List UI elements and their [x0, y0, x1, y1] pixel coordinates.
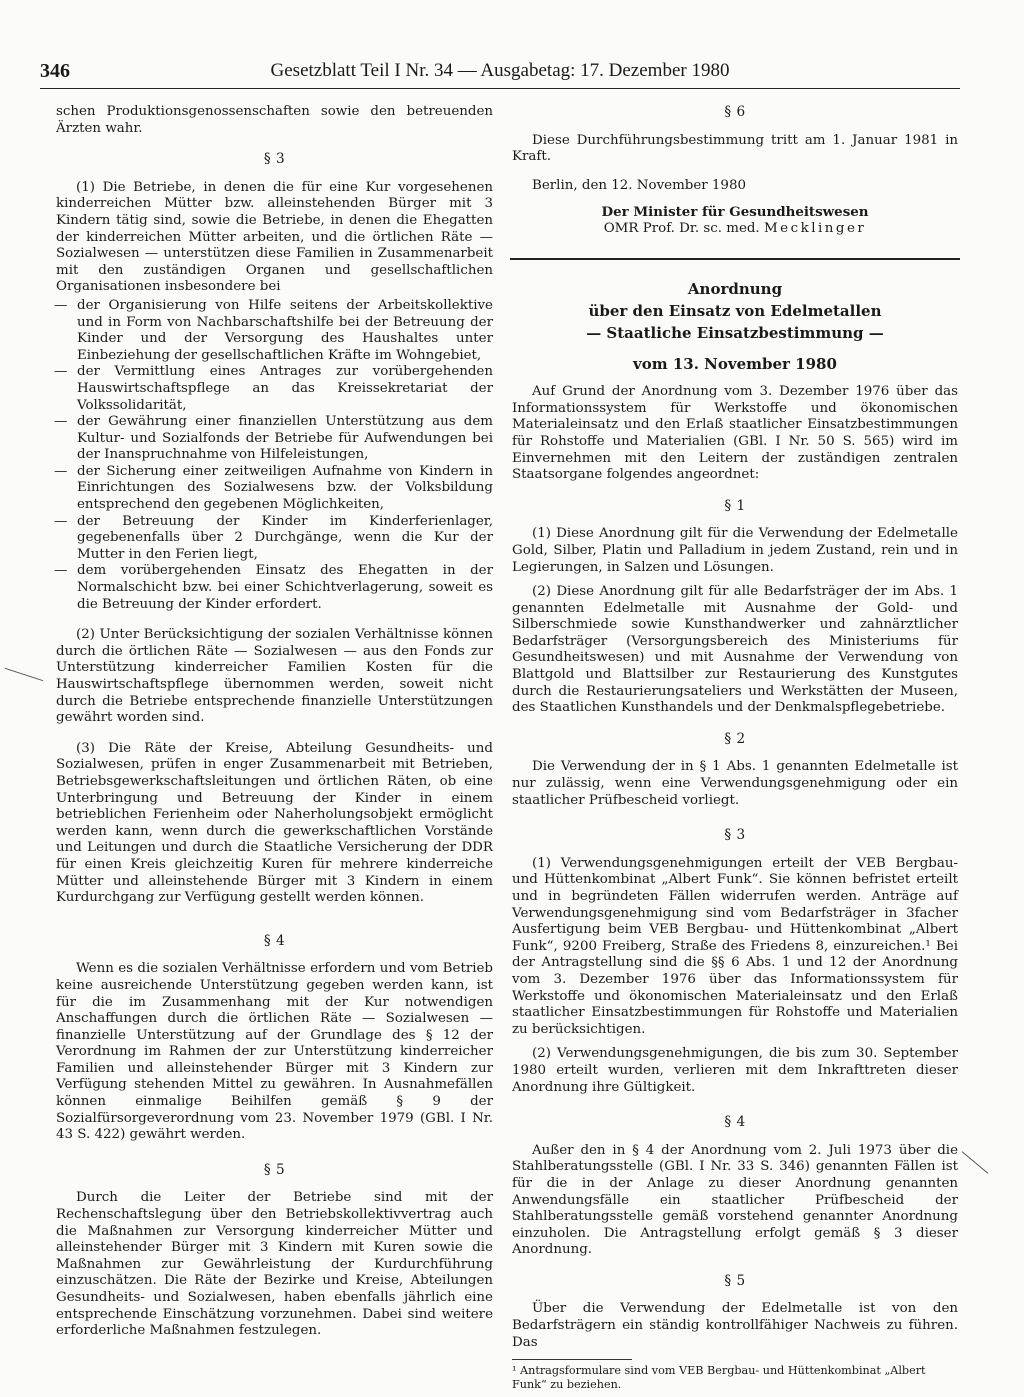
minister-name-line: [512, 221, 958, 238]
section-heading-3: § 3: [263, 151, 286, 168]
article-1-paragraph-2: (2) Diese Anordnung gilt für alle Bedarfsträger der im Abs. 1 genannten Edelmetalle mit Ausnahme der Gold- und Silberschmiede sowie Kunsthandwerker und zahnärztlicher Bedarfsträger (Versorgungsbereich des Ministeriums für Gesundheitswesen) und mit Ausnahme der Verwendung von Blattgold und Blattsilber zur Restaurierung des Kunstgutes durch die Restaurierungsateliers und Werkstätten der Museen, des Staatlichen Kunsthandels und der Denkmalspflegebetriebe.: [512, 584, 958, 716]
signature-block: [512, 204, 958, 237]
list-item: — der Organisierung von Hilfe seitens der Arbeitskollektive und in Form von Nachbarschaftshilfe bei der Betreuung der Kinder und der Versorgung des Haushaltes unter Einbeziehung der gesellschaftlichen Kräfte im Wohngebiet,: [56, 298, 493, 364]
paragraph-3-3: (3) Die Räte der Kreise, Abteilung Gesundheits- und Sozialwesen, prüfen in enger Zusammenarbeit mit Betrieben, Betriebsgewerkschaftsleitungen und örtlichen Räten, ob eine Unterbringung und Betreuung der Kinder in einem betrieblichen Ferienheim oder Naherholungsobjekt ermöglicht werden kann, wenn durch die gewerkschaftlichen Vorstände und Leitungen und durch die Staatliche Versicherung der DDR für einen Kreis gleichzeitig Kuren für mehrere kinderreiche Mütter und alleinstehende Bürger mit 3 Kindern in einem Kurdurchgang zur Verfügung gestellt werden können.: [56, 740, 493, 906]
paragraph-4: Wenn es die sozialen Verhältnisse erfordern und vom Betrieb keine ausreichende Unterstützung gegeben werden kann, ist für die im Zusammenhang mit der Kur notwendigen Anschaffungen durch die örtlichen Räte — Sozialwesen — finanzielle Unterstützung auf der Grundlage des § 12 der Verordnung im Rahmen der zur Unterstützung kinderreicher Familien und alleinstehender Bürger mit 3 Kindern zur Verfügung stehenden Mittel zu gewähren. In Ausnahmefällen können einmalige Beihilfen gemäß § 9 der Sozialfürsorgeverordnung vom 23. November 1979 (GBl. I Nr. 43 S. 422) gewährt werden.: [56, 961, 493, 1143]
article-heading-4: § 4: [724, 1114, 746, 1131]
ordinance-date: vom 13. November 1980: [633, 354, 837, 373]
paragraph-3-2: (2) Unter Berücksichtigung der sozialen Verhältnisse können durch die örtlichen Räte — Sozialwesen — aus den Fonds zur Unterstützung kinderreicher Familien Kosten für die Hauswirtschaftspflege übernommen werden, soweit nicht durch die Betriebe entsprechende finanzielle Unterstützungen gewährt worden sind.: [56, 627, 493, 726]
margin-mark: [962, 1151, 989, 1174]
ordinance-title-line-2: über den Einsatz von Edelmetallen: [588, 301, 882, 320]
article-3-paragraph-1: (1) Verwendungsgenehmigungen erteilt der VEB Bergbau- und Hüttenkombinat „Albert Funk“. Sie können befristet erteilt und in begründeten Fällen widerrufen werden. Anträge auf Verwendungsgenehmigung sind vom Bedarfsträger in 3facher Ausfertigung beim VEB Bergbau- und Hüttenkombinat „Albert Funk“, 9200 Freiberg, Straße des Friedens 8, einzureichen.¹ Bei der Antragstellung sind die §§ 6 Abs. 1 und 12 der Anordnung vom 3. Dezember 1976 über das Informationssystem für Werkstoffe und ökonomischen Materialeinsatz und den Erlaß staatlicher Einsatzbestimmungen für Rohstoffe und Materialien zu berücksichtigen.: [512, 855, 958, 1037]
list-item: — der Betreuung der Kinder im Kinderferienlager, gegebenenfalls über 2 Durchgänge, wenn die Kur der Mutter in den Ferien liegt,: [56, 514, 493, 564]
article-5-paragraph: Über die Verwendung der Edelmetalle ist von den Bedarfsträgern ein ständig kontrollfähiger Nachweis zu führen. Das: [512, 1301, 958, 1350]
list-item: — der Sicherung einer zeitweiligen Aufnahme von Kindern in Einrichtungen des Sozialwesens bzw. der Volksbildung entsprechend den gegebenen Möglichkeiten,: [56, 464, 493, 514]
article-heading-2: § 2: [724, 730, 746, 747]
ordinance-title: [512, 278, 958, 344]
minister-name-prefix: OMR Prof. Dr. sc. med.: [603, 220, 760, 236]
dash-list: [56, 298, 493, 613]
running-title: Gesetzblatt Teil I Nr. 34 — Ausgabetag: 17. Dezember 1980: [270, 60, 730, 81]
paragraph-3-1: (1) Die Betriebe, in denen die für eine Kur vorgesehenen kinderreichen Mütter bzw. alleinstehenden Bürger mit 3 Kindern tätig sind, sowie die Betriebe, in denen die Ehegatten der kinderreichen Mütter arbeiten, und die örtlichen Räte — Sozialwesen — unterstützen diese Familien in Zusammenarbeit mit den zuständigen Organen und gesellschaftlichen Organisationen insbesondere bei: [56, 179, 493, 295]
article-heading-5: § 5: [724, 1272, 746, 1289]
article-2-paragraph: Die Verwendung der in § 1 Abs. 1 genannten Edelmetalle ist nur zulässig, wenn eine Verwendungsgenehmigung oder ein staatlicher Prüfbescheid vorliegt.: [512, 759, 958, 808]
ordinance-preamble: Auf Grund der Anordnung vom 3. Dezember 1976 über das Informationssystem für Werkstoffe und ökonomischen Materialeinsatz und den Erlaß staatlicher Einsatzbestimmungen für Rohstoffe und Materialien (GBl. I Nr. 50 S. 565) wird im Einvernehmen mit den Leitern der zuständigen zentralen Staatsorgane folgendes angeordnet:: [512, 384, 958, 483]
page-header: [40, 56, 960, 89]
margin-mark: [5, 668, 43, 681]
continuation-paragraph: schen Produktionsgenossenschaften sowie den betreuenden Ärzten wahr.: [56, 104, 493, 136]
article-heading-1: § 1: [724, 497, 746, 514]
right-column: [512, 104, 958, 1392]
article-4-paragraph: Außer den in § 4 der Anordnung vom 2. Juli 1973 über die Stahlberatungsstelle (GBl. I Nr. 33 S. 346) genannten Fällen ist für die in der Anlage zu dieser Anordnung genannten Anwendungsfälle ein staatlicher Prüfbescheid der Stahlberatungsstelle gemäß vorstehend genannter Anordnung einzuholen. Die Antragstellung erfolgt gemäß § 3 dieser Anordnung.: [512, 1142, 958, 1258]
minister-name: Mecklinger: [763, 220, 867, 236]
list-item: — dem vorübergehenden Einsatz des Ehegatten in der Normalschicht bzw. bei einer Schichtverlagerung, soweit es die Betreuung der Kinder erfordert.: [56, 563, 493, 613]
article-1-paragraph-1: (1) Diese Anordnung gilt für die Verwendung der Edelmetalle Gold, Silber, Platin und Palladium in jedem Zustand, rein und in Legierungen, in Salzen und Lösungen.: [512, 526, 958, 575]
section-heading-6: § 6: [724, 104, 746, 120]
ordinance-title-line-3: — Staatliche Einsatzbestimmung —: [586, 323, 884, 342]
page-number: 346: [40, 60, 70, 82]
list-item: — der Vermittlung eines Antrages zur vorübergehenden Hauswirtschaftspflege an das Kreissekretariat der Volkssolidarität,: [56, 364, 493, 414]
ordinance-title-line-1: Anordnung: [687, 279, 783, 298]
place-date: Berlin, den 12. November 1980: [532, 177, 746, 193]
footnote: ¹ Antragsformulare sind vom VEB Bergbau- und Hüttenkombinat „Albert Funk“ zu beziehen.: [512, 1364, 926, 1392]
footnote-divider: [512, 1359, 632, 1360]
section-heading-5: § 5: [263, 1161, 286, 1178]
list-item: — der Gewährung einer finanziellen Unterstützung aus dem Kultur- und Sozialfonds der Betriebe für Aufwendungen bei der Inanspruchnahme von Hilfeleistungen,: [56, 414, 493, 464]
section-divider: [510, 258, 960, 260]
section-heading-4: § 4: [263, 932, 286, 949]
article-heading-3: § 3: [724, 827, 746, 844]
left-column: [56, 104, 493, 1340]
paragraph-5: Durch die Leiter der Betriebe sind mit der Rechenschaftslegung über den Betriebskollektivvertrag auch die Maßnahmen zur Versorgung kinderreicher Mütter und alleinstehender Bürger mit 3 Kindern mit Kuren sowie die Maßnahmen zur Gewährleistung der Kurdurchführung einzuschätzen. Die Räte der Bezirke und Kreise, Abteilungen Gesundheits- und Sozialwesen, haben ebenfalls jährlich eine entsprechende Einschätzung vorzunehmen. Dabei sind weitere erforderliche Maßnahmen festzulegen.: [56, 1190, 493, 1339]
paragraph-6: Diese Durchführungsbestimmung tritt am 1. Januar 1981 in Kraft.: [512, 132, 958, 165]
minister-title: Der Minister für Gesundheitswesen: [601, 204, 869, 221]
article-3-paragraph-2: (2) Verwendungsgenehmigungen, die bis zum 30. September 1980 erteilt wurden, verlieren mit dem Inkrafttreten dieser Anordnung ihre Gültigkeit.: [512, 1046, 958, 1095]
